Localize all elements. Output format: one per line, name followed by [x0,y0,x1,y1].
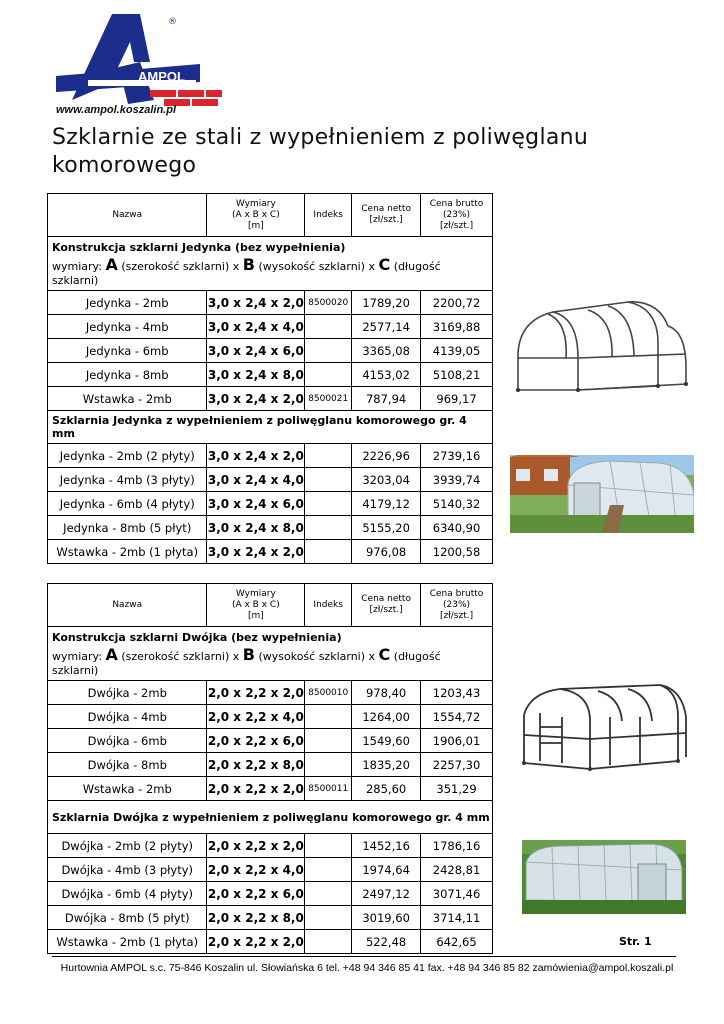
jedynka-frame-drawing [508,298,694,398]
section-title: Szklarnia Jedynka z wypełnieniem z poliwęglanu komorowego gr. 4 mm [48,411,493,444]
section-header [48,801,493,834]
product-name: Wstawka - 2mb (1 płyta) [48,930,207,954]
product-name: Jedynka - 8mb (5 płyt) [48,516,207,540]
col-index: Indeks [305,584,352,627]
page-title: Szklarnie ze stali z wypełnieniem z poliwęglanu komorowego [52,125,589,178]
price-brutto: 4139,05 [421,339,493,363]
product-name: Jedynka - 4mb (3 płyty) [48,468,207,492]
col-netto: Cena netto [zł/szt.] [352,194,421,237]
product-index [305,906,352,930]
product-index [305,492,352,516]
col-dims: Wymiary (A x B x C) [m] [207,194,305,237]
table-header-row [48,584,493,627]
price-netto: 2577,14 [352,315,421,339]
dimensions: 3,0 x 2,4 x 2,0 [207,444,305,468]
dimensions: 2,0 x 2,2 x 2,0 [207,930,305,954]
product-index [305,363,352,387]
product-index [305,516,352,540]
table-header-row [48,194,493,237]
section-header [48,411,493,444]
col-name: Nazwa [48,584,207,627]
price-brutto: 5108,21 [421,363,493,387]
dwojka-frame-drawing [510,677,692,777]
dwojka-greenhouse-photo [522,840,686,914]
product-name: Dwójka - 8mb (5 płyt) [48,906,207,930]
price-brutto: 6340,90 [421,516,493,540]
price-brutto: 351,29 [421,777,493,801]
product-index [305,468,352,492]
price-netto: 1549,60 [352,729,421,753]
price-brutto: 3169,88 [421,315,493,339]
table-row [48,705,493,729]
footer-divider [52,956,676,957]
dimensions: 2,0 x 2,2 x 2,0 [207,834,305,858]
price-netto: 2226,96 [352,444,421,468]
dimensions: 3,0 x 2,4 x 2,0 [207,540,305,564]
price-netto: 285,60 [352,777,421,801]
price-brutto: 642,65 [421,930,493,954]
col-dims: Wymiary (A x B x C) [m] [207,584,305,627]
table-row [48,516,493,540]
product-name: Dwójka - 2mb [48,681,207,705]
col-brutto: Cena brutto (23%) [zł/szt.] [421,584,493,627]
table-row [48,468,493,492]
price-brutto: 2739,16 [421,444,493,468]
dimensions: 2,0 x 2,2 x 2,0 [207,777,305,801]
product-name: Jedynka - 2mb [48,291,207,315]
price-netto: 522,48 [352,930,421,954]
product-index [305,882,352,906]
table-row [48,753,493,777]
product-index [305,729,352,753]
product-index [305,858,352,882]
price-netto: 3019,60 [352,906,421,930]
dimensions: 2,0 x 2,2 x 8,0 [207,906,305,930]
col-netto: Cena netto [zł/szt.] [352,584,421,627]
product-index: 8500020 [305,291,352,315]
table-row [48,291,493,315]
dims-legend: wymiary: A (szerokość szklarni) x B (wysokość szklarni) x C (długość szklarni) [52,645,441,677]
table-row [48,729,493,753]
table-row [48,777,493,801]
section-title: Konstrukcja szklarni Jedynka (bez wypełnienia) [52,241,346,254]
col-index: Indeks [305,194,352,237]
dimensions: 2,0 x 2,2 x 6,0 [207,882,305,906]
dimensions: 2,0 x 2,2 x 6,0 [207,729,305,753]
jedynka-greenhouse-photo [510,455,694,533]
dimensions: 2,0 x 2,2 x 4,0 [207,705,305,729]
price-netto: 5155,20 [352,516,421,540]
product-index [305,930,352,954]
product-name: Jedynka - 6mb [48,339,207,363]
price-netto: 787,94 [352,387,421,411]
dimensions: 2,0 x 2,2 x 2,0 [207,681,305,705]
price-netto: 1835,20 [352,753,421,777]
logo-text: AMPOL [138,69,185,84]
table-row [48,906,493,930]
price-brutto: 1203,43 [421,681,493,705]
product-index: 8500021 [305,387,352,411]
table-row [48,834,493,858]
price-brutto: 1906,01 [421,729,493,753]
price-netto: 1264,00 [352,705,421,729]
product-name: Dwójka - 4mb (3 płyty) [48,858,207,882]
table-row [48,540,493,564]
product-name: Wstawka - 2mb [48,777,207,801]
product-index: 8500010 [305,681,352,705]
dims-legend: wymiary: A (szerokość szklarni) x B (wysokość szklarni) x C (długość szklarni) [52,255,441,287]
product-name: Dwójka - 8mb [48,753,207,777]
price-netto: 2497,12 [352,882,421,906]
price-brutto: 969,17 [421,387,493,411]
product-name: Jedynka - 8mb [48,363,207,387]
product-name: Dwójka - 6mb [48,729,207,753]
footer-contact: Hurtownia AMPOL s.c. 75-846 Koszalin ul. Słowiańska 6 tel. +48 94 346 85 41 fax. +48 94 346 85 82 zamówienia@ampol.koszali.pl [60,962,674,974]
table-row [48,930,493,954]
product-index [305,444,352,468]
product-name: Jedynka - 6mb (4 płyty) [48,492,207,516]
section-header [48,237,493,291]
dimensions: 3,0 x 2,4 x 8,0 [207,363,305,387]
website-url[interactable]: www.ampol.koszalin.pl [56,104,177,116]
price-table-jedynka [47,193,493,564]
product-name: Dwójka - 4mb [48,705,207,729]
page-number: Str. 1 [619,935,652,948]
price-brutto: 3939,74 [421,468,493,492]
table-row [48,387,493,411]
dimensions: 3,0 x 2,4 x 6,0 [207,492,305,516]
price-netto: 1974,64 [352,858,421,882]
product-index [305,315,352,339]
dimensions: 3,0 x 2,4 x 4,0 [207,315,305,339]
price-brutto: 2428,81 [421,858,493,882]
col-brutto: Cena brutto (23%) [zł/szt.] [421,194,493,237]
product-index [305,834,352,858]
product-name: Dwójka - 2mb (2 płyty) [48,834,207,858]
price-brutto: 2200,72 [421,291,493,315]
price-brutto: 5140,32 [421,492,493,516]
product-index [305,540,352,564]
table-row [48,882,493,906]
price-brutto: 1786,16 [421,834,493,858]
price-brutto: 3071,46 [421,882,493,906]
price-netto: 1789,20 [352,291,421,315]
product-name: Jedynka - 2mb (2 płyty) [48,444,207,468]
price-netto: 4179,12 [352,492,421,516]
product-index [305,705,352,729]
table-row [48,444,493,468]
dimensions: 3,0 x 2,4 x 2,0 [207,291,305,315]
price-netto: 4153,02 [352,363,421,387]
product-index [305,753,352,777]
price-netto: 3365,08 [352,339,421,363]
price-brutto: 1554,72 [421,705,493,729]
dimensions: 3,0 x 2,4 x 8,0 [207,516,305,540]
price-brutto: 1200,58 [421,540,493,564]
table-row [48,315,493,339]
product-index: 8500011 [305,777,352,801]
section-title: Konstrukcja szklarni Dwójka (bez wypełnienia) [52,631,342,644]
table-row [48,339,493,363]
dimensions: 2,0 x 2,2 x 8,0 [207,753,305,777]
dimensions: 3,0 x 2,4 x 4,0 [207,468,305,492]
section-header [48,627,493,681]
price-table-dwojka [47,583,493,954]
price-brutto: 2257,30 [421,753,493,777]
table-row [48,492,493,516]
dimensions: 3,0 x 2,4 x 2,0 [207,387,305,411]
price-brutto: 3714,11 [421,906,493,930]
table-row [48,858,493,882]
svg-text:®: ® [168,17,177,27]
section-title: Szklarnia Dwójka z wypełnieniem z poliwęglanu komorowego gr. 4 mm [48,801,493,834]
product-name: Wstawka - 2mb [48,387,207,411]
col-name: Nazwa [48,194,207,237]
product-name: Wstawka - 2mb (1 płyta) [48,540,207,564]
price-netto: 976,08 [352,540,421,564]
price-netto: 3203,04 [352,468,421,492]
price-netto: 978,40 [352,681,421,705]
product-name: Jedynka - 4mb [48,315,207,339]
dimensions: 2,0 x 2,2 x 4,0 [207,858,305,882]
price-netto: 1452,16 [352,834,421,858]
table-row [48,363,493,387]
table-row [48,681,493,705]
product-index [305,339,352,363]
dimensions: 3,0 x 2,4 x 6,0 [207,339,305,363]
product-name: Dwójka - 6mb (4 płyty) [48,882,207,906]
